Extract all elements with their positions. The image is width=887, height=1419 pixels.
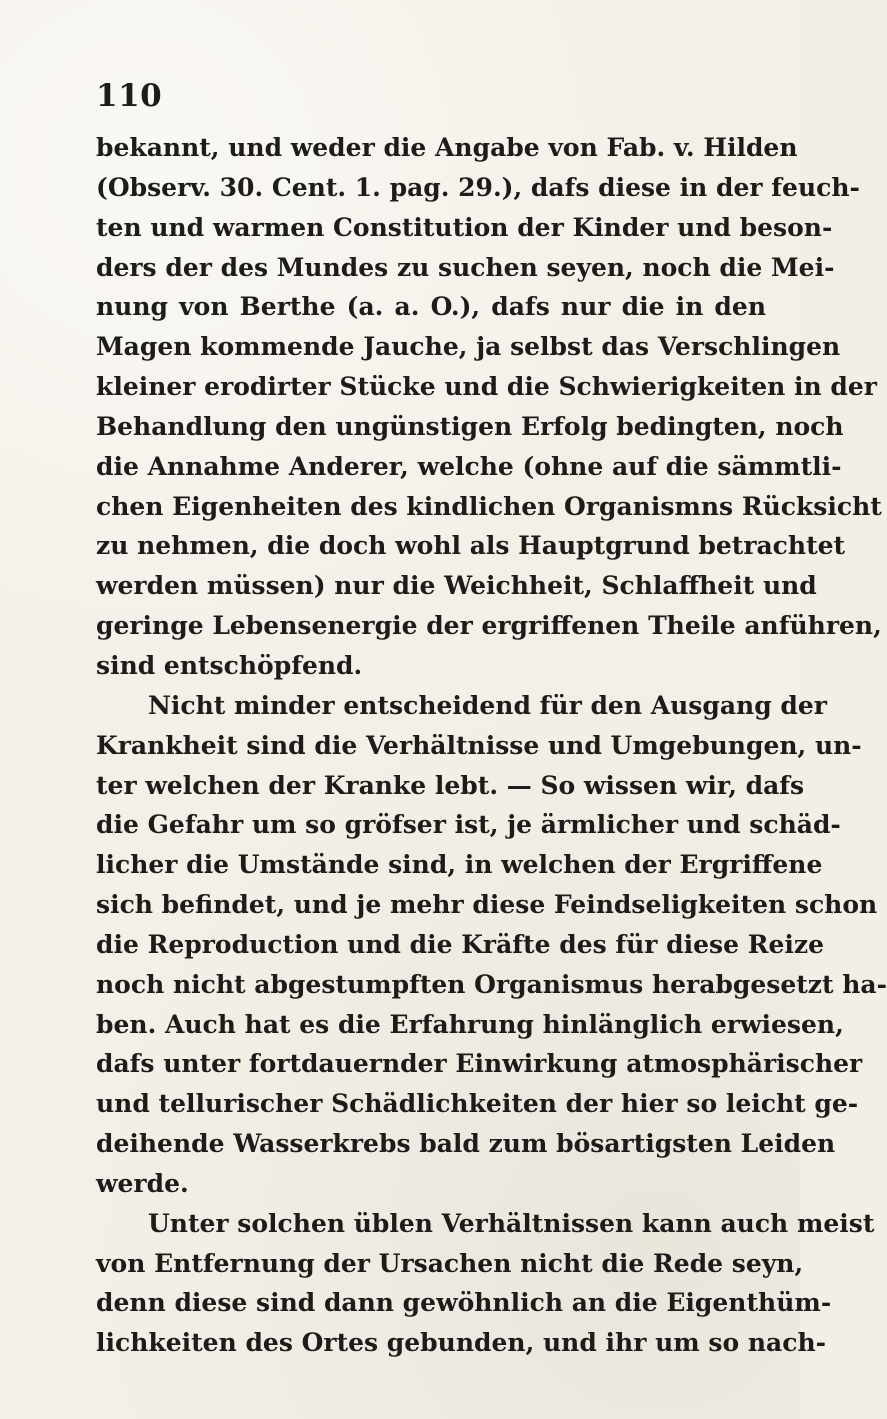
text-line: noch nicht abgestumpften Organismus herabgesetzt ha- — [96, 969, 887, 999]
paragraph-end-line: werde. — [96, 1168, 189, 1198]
paragraph-start-line: Unter solchen üblen Verhältnissen kann auch meist — [148, 1208, 875, 1238]
text-line: lichkeiten des Ortes gebunden, und ihr um so nach- — [96, 1328, 827, 1358]
text-line: Krankheit sind die Verhältnisse und Umgebungen, un- — [96, 730, 862, 760]
text-line: (Observ. 30. Cent. 1. pag. 29.), dafs diese in der feuch- — [96, 172, 860, 202]
text-line: die Gefahr um so gröfser ist, je ärmlicher und schäd- — [96, 810, 841, 840]
body-text — [96, 128, 887, 1363]
text-line: von Entfernung der Ursachen nicht die Rede seyn, — [96, 1248, 804, 1278]
text-line: Behandlung den ungünstigen Erfolg bedingten, noch — [96, 411, 844, 441]
text-line: ben. Auch hat es die Erfahrung hinlänglich erwiesen, — [96, 1009, 844, 1039]
text-line: und tellurischer Schädlichkeiten der hier so leicht ge- — [96, 1089, 859, 1119]
text-line: zu nehmen, die doch wohl als Hauptgrund betrachtet — [96, 531, 846, 561]
text-line: ten und warmen Constitution der Kinder und beson- — [96, 212, 833, 242]
text-line: denn diese sind dann gewöhnlich an die Eigenthüm- — [96, 1288, 832, 1318]
text-line: sich befindet, und je mehr diese Feindseligkeiten schon — [96, 890, 878, 920]
text-line: ter welchen der Kranke lebt. — So wissen wir, dafs — [96, 770, 805, 800]
text-line: deihende Wasserkrebs bald zum bösartigsten Leiden — [96, 1129, 836, 1159]
text-line: nung von Berthe (a. a. O.), dafs nur die in den — [96, 292, 766, 322]
text-line: bekannt, und weder die Angabe von Fab. v. Hilden — [96, 133, 798, 162]
text-line: geringe Lebensenergie der ergriffenen Theile anführen, — [96, 611, 882, 641]
text-line: die Reproduction und die Kräfte des für diese Reize — [96, 929, 825, 959]
text-line: Magen kommende Jauche, ja selbst das Verschlingen — [96, 332, 841, 362]
text-line: chen Eigenheiten des kindlichen Organismns Rücksicht — [96, 491, 882, 521]
text-line: kleiner erodirter Stücke und die Schwierigkeiten in der — [96, 372, 877, 402]
paragraph-start-line: Nicht minder entscheidend für den Ausgang der — [148, 690, 827, 720]
text-line: werden müssen) nur die Weichheit, Schlaffheit und — [96, 571, 817, 601]
text-line: die Annahme Anderer, welche (ohne auf die sämmtli- — [96, 451, 842, 481]
text-line: dafs unter fortdauernder Einwirkung atmosphärischer — [96, 1049, 863, 1079]
text-line: licher die Umstände sind, in welchen der Ergriffene — [96, 850, 823, 880]
page-number: 110 — [96, 78, 163, 114]
paragraph-end-line: sind entschöpfend. — [96, 650, 363, 680]
text-line: ders der des Mundes zu suchen seyen, noch die Mei- — [96, 252, 835, 282]
